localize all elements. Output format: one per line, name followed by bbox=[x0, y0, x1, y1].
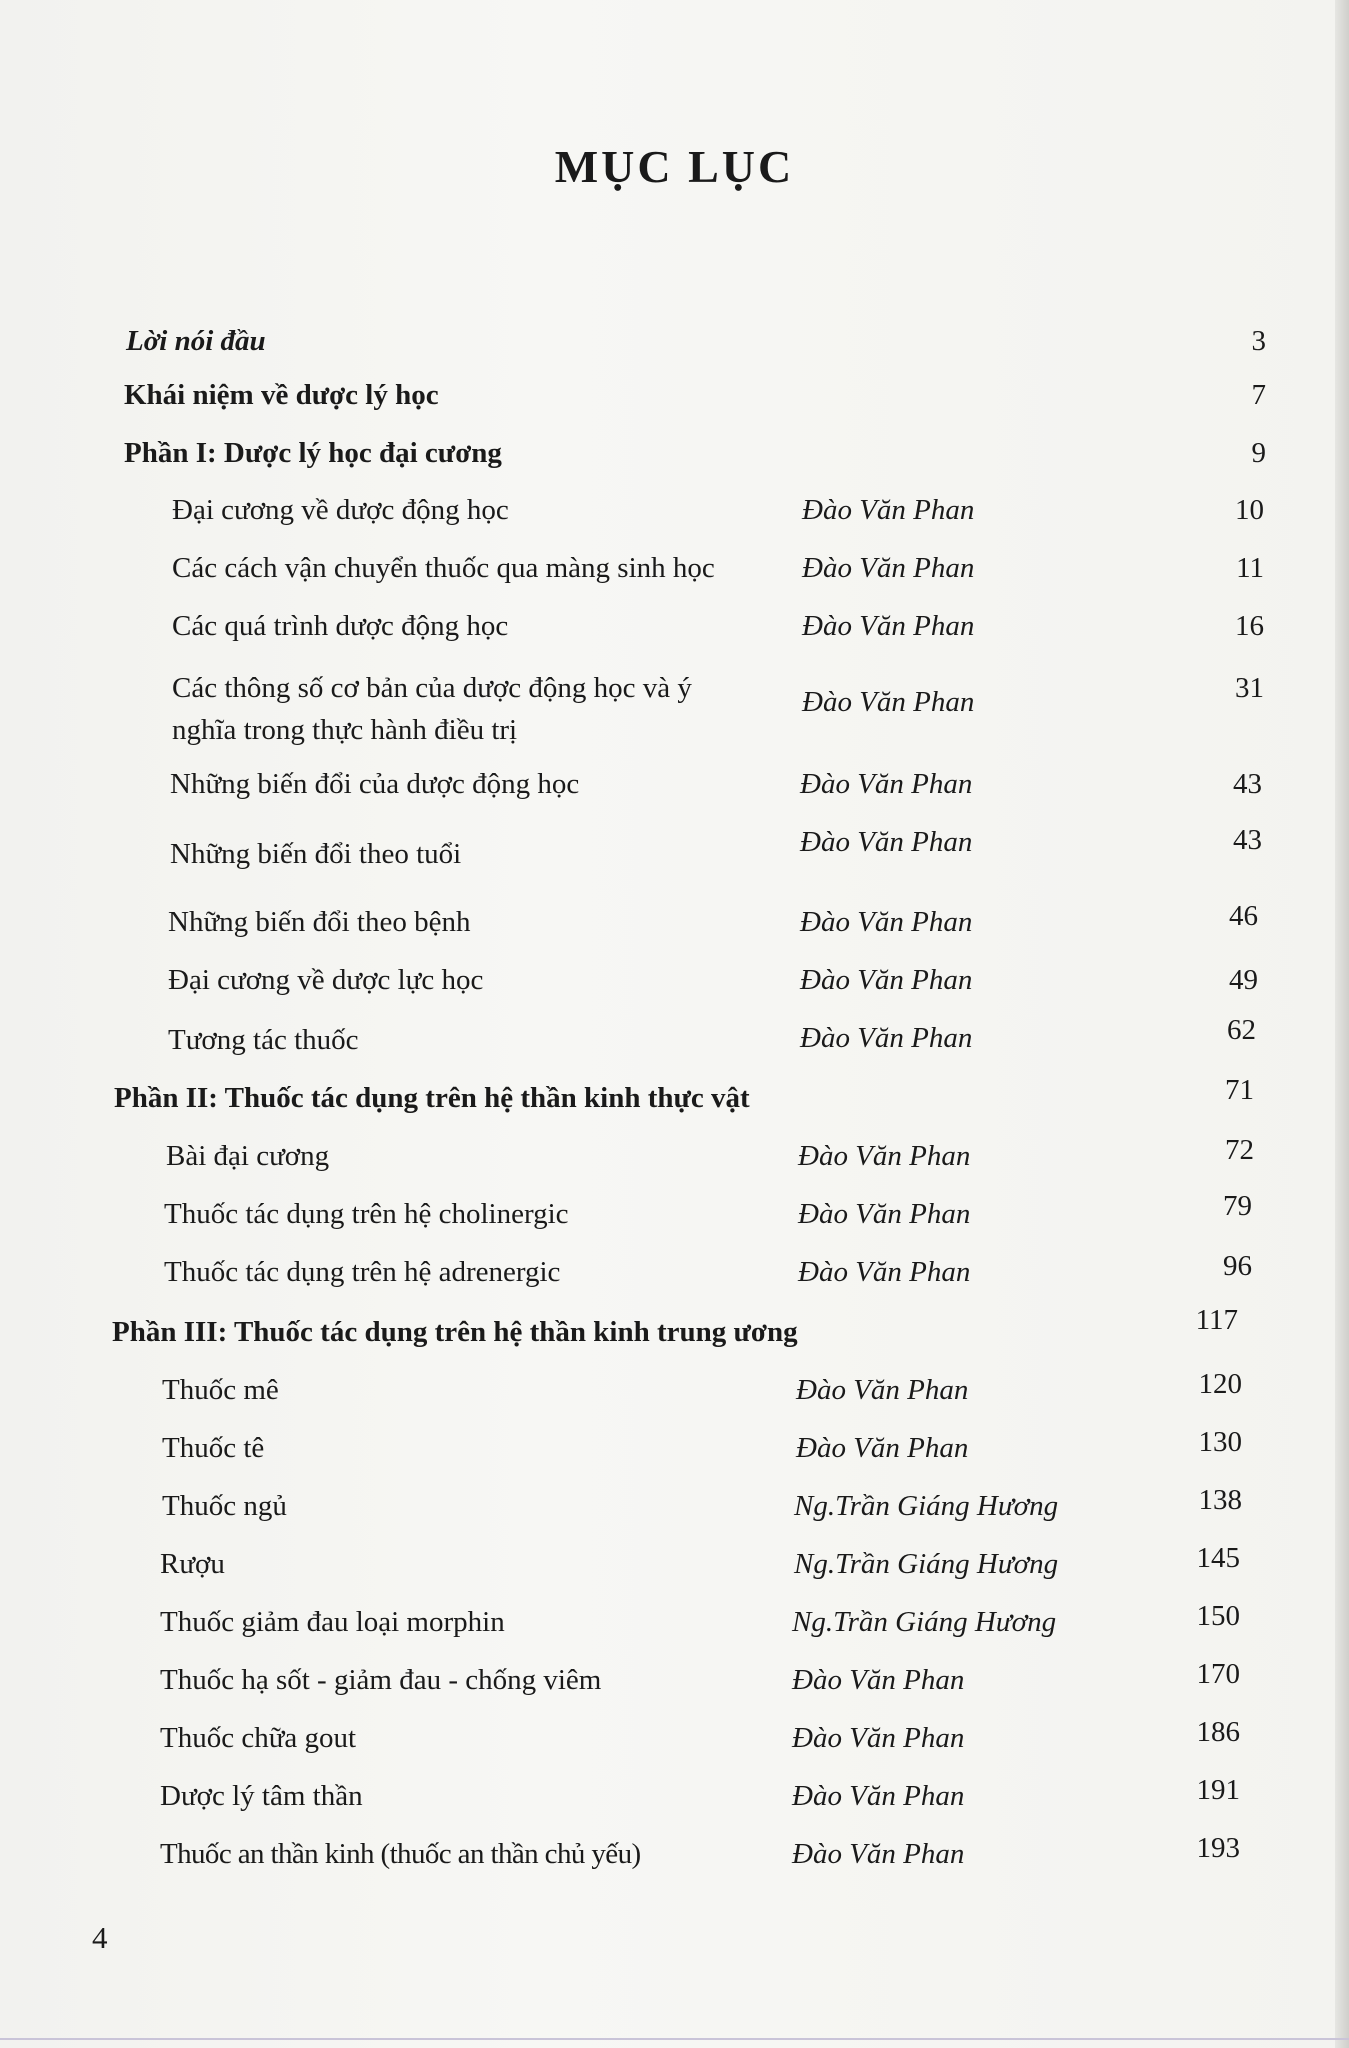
toc-entry-author: Đào Văn Phan bbox=[796, 1374, 969, 1406]
toc-entry-page: 150 bbox=[1196, 1600, 1240, 1632]
toc-entry-title: Thuốc an thần kinh (thuốc an thần chủ yếu) bbox=[160, 1838, 641, 1870]
toc-entry-author: Đào Văn Phan bbox=[792, 1664, 965, 1696]
toc-entry-title: Các thông số cơ bản của dược động học và ý bbox=[172, 672, 692, 704]
toc-entry bbox=[164, 1190, 1264, 1248]
toc-entry bbox=[172, 492, 1272, 544]
toc-entry-title: Phần I: Dược lý học đại cương bbox=[124, 437, 502, 469]
toc-entry bbox=[160, 1600, 1260, 1656]
toc-entry-author: Đào Văn Phan bbox=[792, 1838, 965, 1870]
toc-entry-author: Đào Văn Phan bbox=[800, 964, 973, 996]
toc-entry-author: Ng.Trần Giáng Hương bbox=[794, 1548, 1059, 1580]
toc-entry-author: Đào Văn Phan bbox=[800, 906, 973, 938]
toc-entry-page: 62 bbox=[1227, 1014, 1256, 1046]
toc-entry-page: 120 bbox=[1198, 1368, 1242, 1400]
toc-entry-page: 186 bbox=[1196, 1716, 1240, 1748]
toc-entry-page: 96 bbox=[1223, 1250, 1252, 1282]
toc-entry bbox=[166, 1134, 1266, 1190]
toc-entry-title: Rượu bbox=[160, 1548, 225, 1580]
toc-entry-page: 10 bbox=[1235, 494, 1264, 526]
toc-entry bbox=[160, 1832, 1260, 1888]
toc-entry-author: Đào Văn Phan bbox=[800, 768, 973, 800]
toc-entry bbox=[168, 900, 1268, 956]
toc-entry bbox=[168, 1014, 1268, 1074]
toc-entry-title: Thuốc tê bbox=[162, 1432, 265, 1464]
toc-entry-author: Đào Văn Phan bbox=[800, 826, 973, 858]
toc-entry-author: Đào Văn Phan bbox=[792, 1722, 965, 1754]
toc-entry-page: 138 bbox=[1198, 1484, 1242, 1516]
page-title: MỤC LỤC bbox=[554, 141, 795, 192]
toc-entry-title: Khái niệm về dược lý học bbox=[124, 379, 439, 411]
toc-entry bbox=[160, 1542, 1260, 1598]
toc-entry-page: 11 bbox=[1236, 552, 1264, 584]
toc-entry-author: Ng.Trần Giáng Hương bbox=[794, 1490, 1059, 1522]
toc-entry-title: Các quá trình dược động học bbox=[172, 610, 509, 642]
toc-entry-title: Thuốc hạ sốt - giảm đau - chống viêm bbox=[160, 1664, 602, 1696]
toc-entry-title: Thuốc mê bbox=[162, 1374, 279, 1406]
toc-entry bbox=[164, 1250, 1264, 1306]
toc-entry-title-line2: nghĩa trong thực hành điều trị bbox=[172, 714, 518, 746]
toc-entry-page: 3 bbox=[1251, 325, 1266, 357]
toc-entry bbox=[162, 1368, 1262, 1424]
toc-entry-page: 49 bbox=[1229, 964, 1258, 996]
toc-entry-title: Đại cương về dược lực học bbox=[168, 964, 484, 996]
toc-entry-page: 117 bbox=[1195, 1304, 1238, 1336]
toc-entry-author: Đào Văn Phan bbox=[798, 1140, 971, 1172]
toc-entry-title: Phần III: Thuốc tác dụng trên hệ thần kinh trung ương bbox=[112, 1316, 798, 1348]
toc-entry bbox=[162, 1426, 1262, 1482]
toc-entry bbox=[160, 1658, 1260, 1714]
toc-entry-title: Thuốc tác dụng trên hệ cholinergic bbox=[164, 1198, 569, 1230]
toc-entry bbox=[162, 1484, 1262, 1540]
toc-section-heading bbox=[112, 1304, 1262, 1366]
toc-entry-title: Đại cương về dược động học bbox=[172, 494, 509, 526]
toc-entry-author: Đào Văn Phan bbox=[798, 1198, 971, 1230]
toc-entry-page: 193 bbox=[1196, 1832, 1240, 1864]
toc-entry bbox=[172, 550, 1272, 602]
toc-entry-page: 43 bbox=[1233, 768, 1262, 800]
toc-entry-author: Ng.Trần Giáng Hương bbox=[792, 1606, 1057, 1638]
toc-entry-author: Đào Văn Phan bbox=[802, 494, 975, 526]
toc-section-heading bbox=[124, 435, 1264, 487]
toc-entry-title: Tương tác thuốc bbox=[168, 1024, 359, 1056]
toc-entry-page: 191 bbox=[1196, 1774, 1240, 1806]
toc-entry-author: Đào Văn Phan bbox=[800, 1022, 973, 1054]
toc-entry bbox=[160, 1774, 1260, 1830]
toc-entry-title: Thuốc chữa gout bbox=[160, 1722, 357, 1754]
toc-entry-title: Thuốc giảm đau loại morphin bbox=[160, 1606, 505, 1638]
toc-entry-page: 16 bbox=[1235, 610, 1264, 642]
toc-entry bbox=[124, 377, 1264, 429]
toc-entry-page: 170 bbox=[1196, 1658, 1240, 1690]
toc-entry-page: 43 bbox=[1233, 824, 1262, 856]
toc-entry bbox=[170, 766, 1270, 818]
toc-entry-page: 31 bbox=[1235, 672, 1264, 704]
toc-entry-author: Đào Văn Phan bbox=[796, 1432, 969, 1464]
toc-entry-page: 9 bbox=[1251, 437, 1266, 469]
toc-entry-page: 72 bbox=[1225, 1134, 1254, 1166]
toc-entry-title: Các cách vận chuyển thuốc qua màng sinh học bbox=[172, 552, 715, 584]
toc-entry-author: Đào Văn Phan bbox=[802, 686, 975, 718]
toc-entry-page: 71 bbox=[1225, 1074, 1254, 1106]
toc-entry bbox=[172, 608, 1272, 660]
page-bottom-edge bbox=[0, 2038, 1349, 2040]
toc-entry-title: Dược lý tâm thần bbox=[160, 1780, 363, 1812]
toc-entry-title: Thuốc ngủ bbox=[162, 1490, 287, 1522]
toc-section-heading bbox=[114, 1074, 1264, 1132]
toc-entry bbox=[170, 824, 1270, 888]
toc-entry-author: Đào Văn Phan bbox=[802, 552, 975, 584]
toc-entry bbox=[168, 962, 1268, 1014]
toc-entry-page: 46 bbox=[1229, 900, 1258, 932]
toc-entry-title: Những biến đổi theo tuổi bbox=[170, 838, 462, 870]
toc-entry-page: 145 bbox=[1196, 1542, 1240, 1574]
toc-entry-author: Đào Văn Phan bbox=[792, 1780, 965, 1812]
toc-entry-title: Những biến đổi của dược động học bbox=[170, 768, 580, 800]
toc-entry-page: 79 bbox=[1223, 1190, 1252, 1222]
toc-entry-title: Những biến đổi theo bệnh bbox=[168, 906, 471, 938]
toc-entry-author: Đào Văn Phan bbox=[802, 610, 975, 642]
toc-entry-author: Đào Văn Phan bbox=[798, 1256, 971, 1288]
toc-entry bbox=[126, 323, 1266, 375]
toc-entry-title: Phần II: Thuốc tác dụng trên hệ thần kinh thực vật bbox=[114, 1082, 750, 1114]
toc-entry bbox=[172, 670, 1272, 770]
page-number: 4 bbox=[92, 1920, 108, 1955]
toc-entry-page: 7 bbox=[1251, 379, 1266, 411]
toc-entry bbox=[160, 1716, 1260, 1772]
page-edge bbox=[1335, 0, 1349, 2048]
toc-entry-title: Lời nói đầu bbox=[126, 325, 266, 357]
toc-entry-title: Bài đại cương bbox=[166, 1140, 330, 1172]
toc-entry-page: 130 bbox=[1198, 1426, 1242, 1458]
toc-entry-title: Thuốc tác dụng trên hệ adrenergic bbox=[164, 1256, 561, 1288]
